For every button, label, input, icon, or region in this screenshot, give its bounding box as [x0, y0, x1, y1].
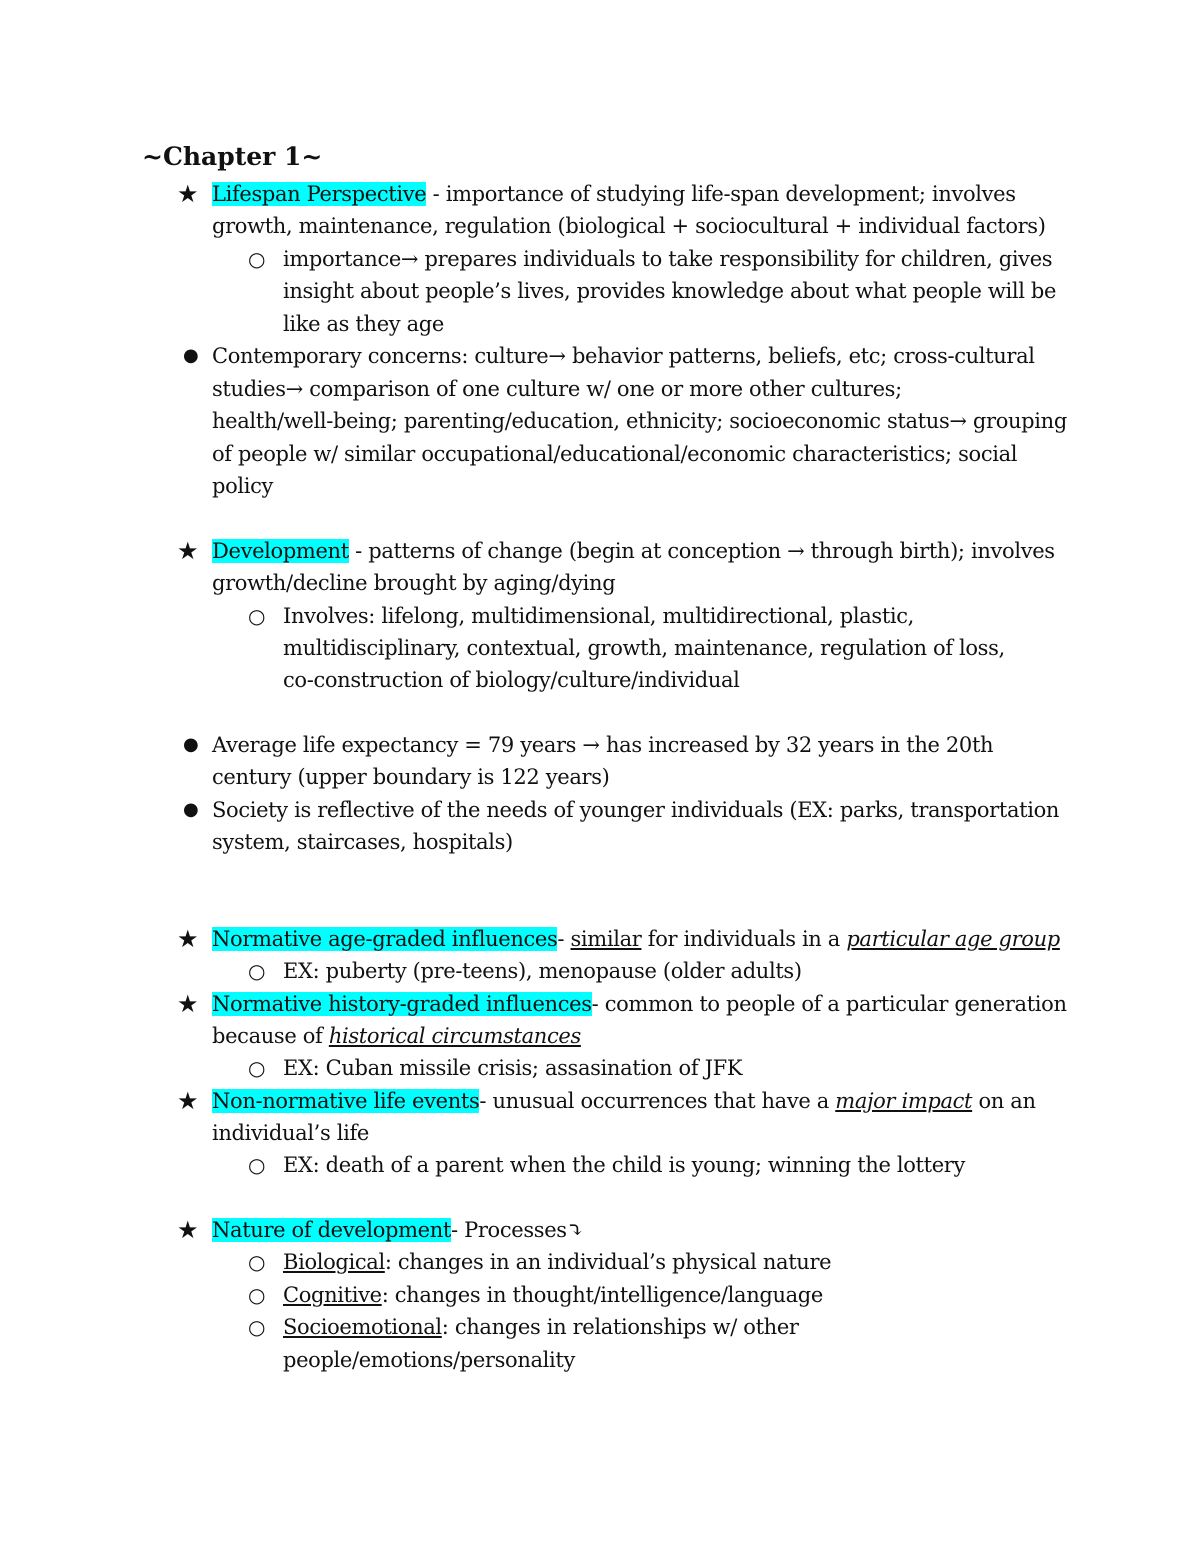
text-line: importance→ prepares individuals to take responsibility for children, gives: [283, 247, 1053, 271]
text-line: multidisciplinary, contextual, growth, maintenance, regulation of loss,: [283, 636, 1005, 660]
text-line: health/well-being; parenting/education, ethnicity; socioeconomic status→ grouping: [212, 409, 1067, 433]
text-line: Socioemotional: changes in relationships w/ other: [283, 1315, 799, 1339]
bullet-icon: ●: [183, 345, 199, 366]
development-line: Development - patterns of change (begin at conception → through birth); involves: [212, 539, 1055, 563]
star-icon: ★: [177, 1087, 199, 1115]
text-line: Biological: changes in an individual’s physical nature: [283, 1250, 832, 1274]
circle-bullet-icon: ○: [248, 1283, 266, 1307]
lifespan-perspective-line: Lifespan Perspective - importance of studying life-span development; involves: [212, 182, 1016, 206]
text-line: EX: death of a parent when the child is young; winning the lottery: [283, 1153, 966, 1177]
circle-bullet-icon: ○: [248, 247, 266, 271]
highlighted-term: Normative history-graded influences: [212, 992, 592, 1016]
nature-of-development-line: Nature of development- Processes⤵: [212, 1218, 584, 1242]
highlighted-term: Normative age-graded influences: [212, 927, 558, 951]
circle-bullet-icon: ○: [248, 1153, 266, 1177]
text-line: policy: [212, 474, 274, 498]
text-line: people/emotions/personality: [283, 1348, 575, 1372]
star-icon: ★: [177, 537, 199, 565]
text-line: EX: puberty (pre-teens), menopause (older adults): [283, 959, 802, 983]
text-line: co-construction of biology/culture/individual: [283, 668, 740, 692]
text-line: system, staircases, hospitals): [212, 830, 513, 854]
circle-bullet-icon: ○: [248, 1056, 266, 1080]
non-normative-line: Non-normative life events- unusual occurrences that have a major impact on an: [212, 1089, 1036, 1113]
bullet-icon: ●: [183, 734, 199, 755]
highlighted-term: Nature of development: [212, 1218, 452, 1242]
highlighted-term: Non-normative life events: [212, 1089, 480, 1113]
star-icon: ★: [177, 925, 199, 953]
chapter-title: ~Chapter 1~: [142, 142, 323, 171]
star-icon: ★: [177, 990, 199, 1018]
text-line: Contemporary concerns: culture→ behavior patterns, beliefs, etc; cross-cultural: [212, 344, 1035, 368]
text-line: Involves: lifelong, multidimensional, multidirectional, plastic,: [283, 604, 915, 628]
star-icon: ★: [177, 180, 199, 208]
text-line: growth, maintenance, regulation (biological + sociocultural + individual factors): [212, 214, 1046, 238]
age-graded-line: Normative age-graded influences- similar for individuals in a particular age group: [212, 927, 1060, 951]
text-line: Cognitive: changes in thought/intelligence/language: [283, 1283, 823, 1307]
text-line: individual’s life: [212, 1121, 369, 1145]
star-icon: ★: [177, 1216, 199, 1244]
text-line: like as they age: [283, 312, 444, 336]
highlighted-term: Development: [212, 539, 349, 563]
text-line: Society is reflective of the needs of younger individuals (EX: parks, transportation: [212, 798, 1060, 822]
text-line: EX: Cuban missile crisis; assasination of JFK: [283, 1056, 743, 1080]
circle-bullet-icon: ○: [248, 1315, 266, 1339]
text-line: insight about people’s lives, provides knowledge about what people will be: [283, 279, 1057, 303]
text-line: century (upper boundary is 122 years): [212, 765, 610, 789]
highlighted-term: Lifespan Perspective: [212, 182, 427, 206]
history-graded-line: Normative history-graded influences- common to people of a particular generation: [212, 992, 1067, 1016]
bullet-icon: ●: [183, 799, 199, 820]
circle-bullet-icon: ○: [248, 1250, 266, 1274]
text-line: growth/decline brought by aging/dying: [212, 571, 616, 595]
circle-bullet-icon: ○: [248, 604, 266, 628]
text-line: studies→ comparison of one culture w/ one or more other cultures;: [212, 377, 902, 401]
text-line: Average life expectancy = 79 years → has increased by 32 years in the 20th: [212, 733, 994, 757]
circle-bullet-icon: ○: [248, 959, 266, 983]
text-line: because of historical circumstances: [212, 1024, 581, 1048]
text-line: of people w/ similar occupational/educational/economic characteristics; social: [212, 442, 1018, 466]
